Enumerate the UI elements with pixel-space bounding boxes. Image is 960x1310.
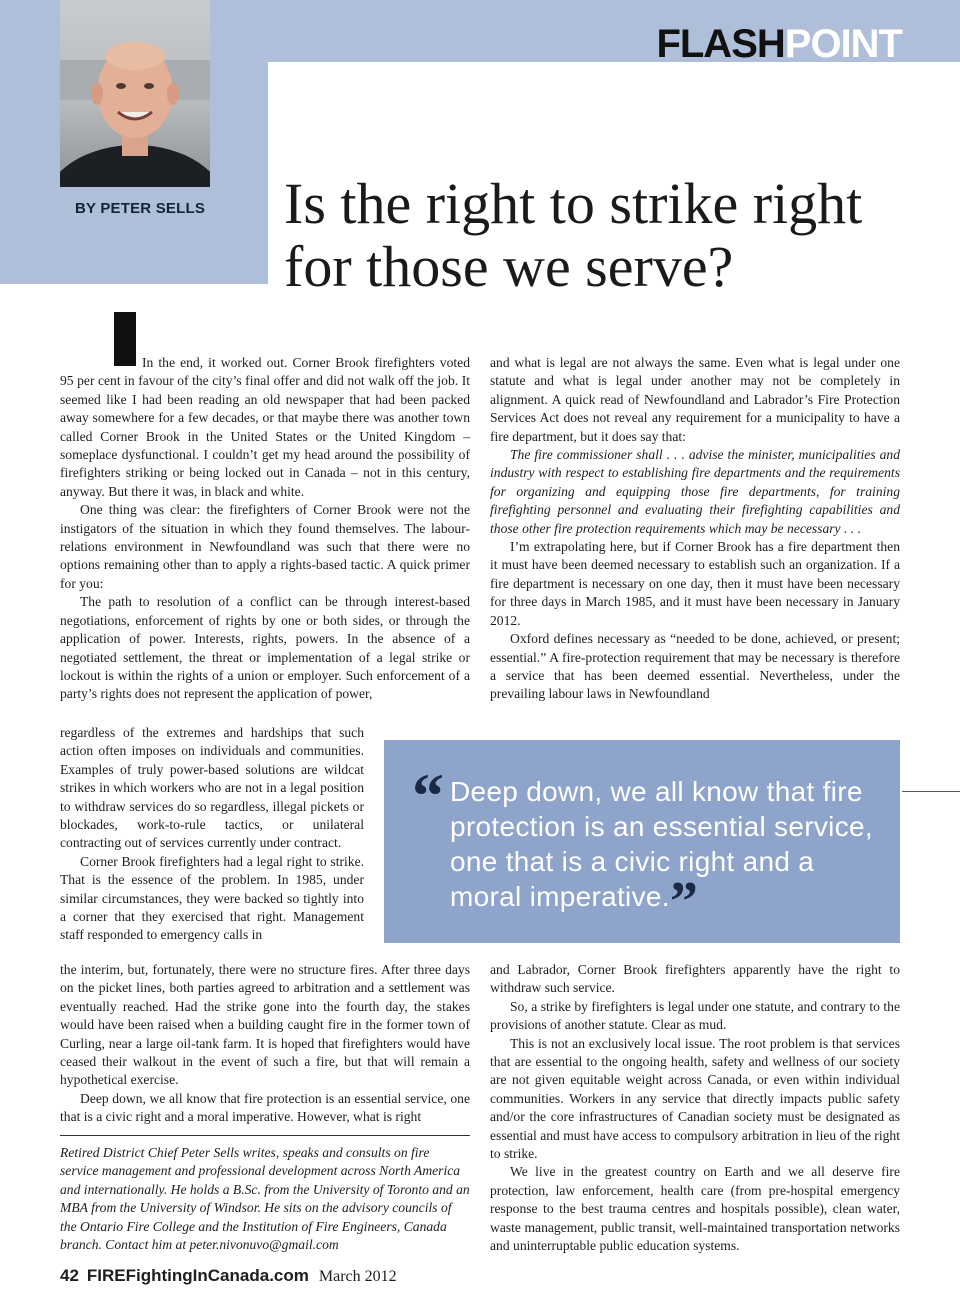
author-byline: BY PETER SELLS	[75, 200, 206, 217]
statute-quote: The fire commissioner shall . . . advise the minister, municipalities and industry with respect to establishing fire departments and the requirements for organizing and equipping those fire departments, for training firefighting personnel and evaluating their firefighting capabilities and those other fire protection requirements which may be necessary . . .	[490, 447, 900, 536]
body-paragraph: I’m extrapolating here, but if Corner Brook has a fire department then it must have been deemed necessary to establish such an organization. If a fire department is necessary on one day, then it must have been necessary for three days in March 1985, and it must have been necessary in January 2012.	[490, 539, 900, 628]
body-column-right-top	[490, 354, 900, 704]
body-paragraph: regardless of the extremes and hardships that such action often imposes on individuals and communities. Examples of truly power-based solutions are wildcat strikes in which workers who are not in a legal position to withdraw services do so regardless, illegal pickets or blockades, work-to-rule tactics, or unilateral contracting out of services currently under contract.	[60, 725, 364, 851]
flashpoint-logo	[656, 24, 902, 64]
body-paragraph: Oxford defines necessary as “needed to be done, achieved, or present; essential.” A fire-protection requirement that may be necessary is therefore a service that has been deemed essential. Nevertheless, under the prevailing labour laws in Newfoundland	[490, 631, 900, 702]
issue-date: March 2012	[318, 1268, 397, 1285]
pull-quote-text: Deep down, we all know that fire protection is an essential service, one that is a civic right and a moral imperative.	[450, 776, 873, 912]
body-column-right-bottom	[490, 961, 900, 1256]
body-column-left-top	[60, 354, 470, 704]
body-paragraph: This is not an exclusively local issue. The root problem is that services that are essential to the ongoing health, safety and wellness of our society are not given equitable weight across Canada, or even within individual communities. Workers in any service that directly impacts public safety and/or the core infrastructures of Canadian society must be designated as essential and must have access to compulsory arbitration in lieu of the right to strike.	[490, 1035, 900, 1162]
pull-quote-text-block: Deep down, we all know that fire protection is an essential service, one that is a civic right and a moral imperative.”	[450, 776, 873, 933]
body-paragraph: In the end, it worked out. Corner Brook firefighters voted 95 per cent in favour of the city’s final offer and did not walk off the job. It seemed like I had been reading an old newspaper that had been packed away somewhere for a few decades, or that maybe there was another town called Corner Brook in the United States or the United Kingdom – someplace dysfunctional. I couldn’t get my head around the possibility of firefighters striking or being locked out in Canada – not in this century, anyway. But there it was, in black and white.	[60, 355, 470, 499]
body-paragraph: One thing was clear: the firefighters of Corner Brook were not the instigators of the situation in which they found themselves. The labour-relations environment in Newfoundland was such that there were no options remaining other than to apply a rights-based tactic. A quick primer for you:	[60, 502, 470, 591]
body-column-left-narrow	[60, 724, 364, 945]
body-paragraph: the interim, but, fortunately, there were no structure fires. After three days on the picket lines, both parties agreed to arbitration and a settlement was eventually reached. Had the strike gone into the fourth day, the stakes would have been raised when a building caught fire in the former town of Curling, near a large oil-tank farm. It is hoped that firefighters would have ceased their walkout in the event of such a fire, but that will remain a hypothetical exercise.	[60, 962, 470, 1088]
bio-divider	[60, 1135, 470, 1136]
divider-rule	[902, 791, 960, 792]
body-paragraph: We live in the greatest country on Earth and we all deserve fire protection, law enforcement, health care (from pre-hospital emergency response to the best trauma centres and hospitals possible), clean water, waste management, public transit, well-maintained transportation networks and uninterruptable public education systems.	[490, 1164, 900, 1254]
body-paragraph: Deep down, we all know that fire protection is an essential service, one that is a civic right and a moral imperative. However, what is right	[60, 1090, 470, 1125]
article-headline: Is the right to strike right for those we serve?	[284, 171, 863, 299]
body-paragraph: and what is legal are not always the same. Even what is legal under one statute and what is legal under another may not be completely in alignment. A quick read of Newfoundland and Labrador’s Fire Protection Services Act does not reveal any requirement for a municipality to have a fire department, but it does say that:	[490, 355, 900, 444]
body-column-left-bottom	[60, 961, 470, 1127]
body-paragraph: Corner Brook firefighters had a legal right to strike. That is the essence of the problem. In 1985, under similar circumstances, they were backed so tightly into a corner that they exercised that right. Management staff responded to emergency calls in	[60, 853, 364, 943]
author-photo	[60, 0, 210, 187]
open-quote-icon: “	[412, 760, 444, 831]
author-bio: Retired District Chief Peter Sells writes, speaks and consults on fire service management and professional development across North America and internationally. He holds a B.Sc. from the University of Toronto and an MBA from the University of Windsor. He sits on the advisory councils of the Ontario Fire College and the Institution of Fire Engineers, Canada branch. Contact him at peter.nivonuvo@gmail.com	[60, 1145, 470, 1253]
logo-part-flash: FLASH	[656, 22, 785, 66]
body-paragraph: and Labrador, Corner Brook firefighters apparently have the right to withdraw such service.	[490, 962, 900, 996]
pull-quote	[384, 740, 900, 943]
page-number: 42	[60, 1266, 79, 1285]
body-paragraph: The path to resolution of a conflict can be through interest-based negotiations, enforcement of rights by one or both sides, or through the application of power. Interests, rights, powers. In the absence of a negotiated settlement, the threat or implementation of a legal strike or lockout is within the rights of a union or employer. Such enforcement of a party’s rights does not represent the application of power,	[60, 594, 470, 702]
page-footer	[60, 1266, 397, 1286]
body-paragraph: So, a strike by firefighters is legal under one statute, and contrary to the provisions of another statute. Clear as mud.	[490, 998, 900, 1033]
logo-part-point: POINT	[784, 22, 902, 66]
magazine-name: FIREFightingInCanada.com	[86, 1266, 309, 1285]
